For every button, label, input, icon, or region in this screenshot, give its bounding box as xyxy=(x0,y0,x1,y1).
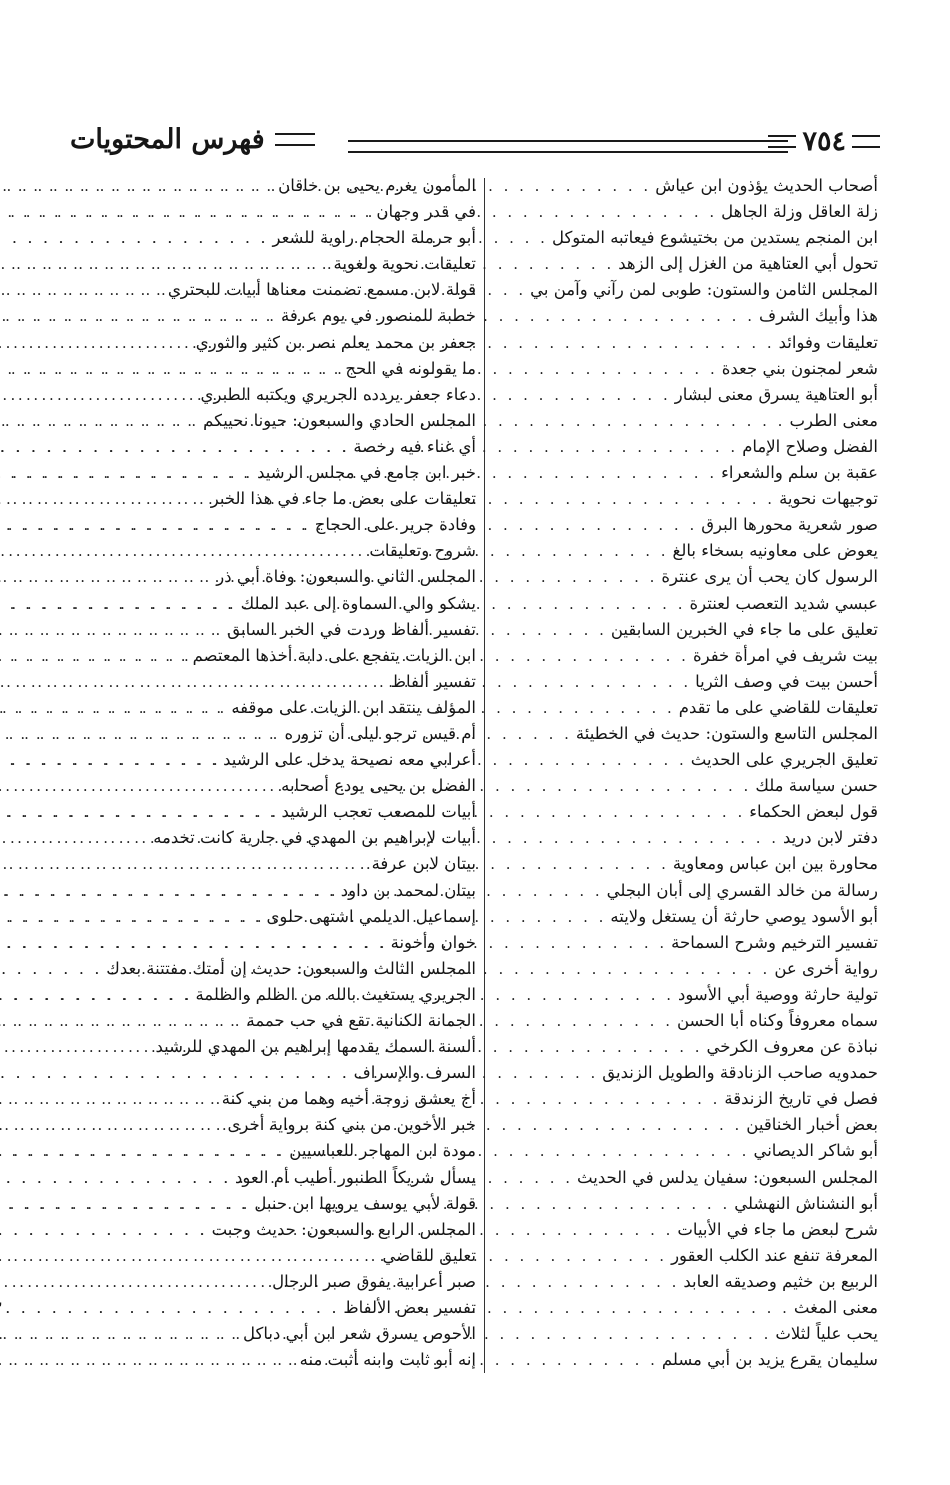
toc-entry-title: رسالة من خالد القسري إلى أبان البجلي xyxy=(606,880,878,900)
toc-entry-title: سماه معروفاً وكناه أبا الحسن xyxy=(676,1011,878,1030)
toc-entry xyxy=(96,851,476,877)
toc-entry-title: يسأل شريكاً الطنبور أطيب أم العود xyxy=(235,1167,476,1187)
toc-entry xyxy=(96,1191,476,1217)
toc-entry-title: خبر ابن جامع في مجلس الرشيد xyxy=(257,463,476,483)
toc-entry xyxy=(498,225,878,251)
toc-entry-title: ابن الزيات يتفجع على دابة أخذها المعتصم xyxy=(192,645,476,665)
toc-entry-title: تعليقات للقاضي على ما تقدم xyxy=(678,697,878,717)
dot-leader xyxy=(0,695,231,721)
toc-entry xyxy=(498,1138,878,1164)
toc-entry xyxy=(96,303,476,329)
toc-entry xyxy=(498,669,878,695)
dot-leader xyxy=(0,225,272,251)
toc-entry xyxy=(96,1217,476,1243)
toc-entry-title: أبو حرملة الحجام راوية للشعر xyxy=(272,228,476,248)
toc-entry-title: عبسي شديد التعصب لعنترة xyxy=(689,593,878,613)
toc-entry-title: المأمون يغرم يحيى بن خاقان xyxy=(278,176,476,195)
toc-entry-title: تعليقات وفوائد xyxy=(778,332,878,352)
toc-entry-title: إنه أبو ثابت وابنه أثبت منه xyxy=(299,1350,476,1370)
toc-entry xyxy=(96,617,476,643)
toc-entry xyxy=(498,643,878,669)
toc-entry-title: الفضل وصلاح الإمام xyxy=(742,436,878,456)
dot-leader xyxy=(0,1138,289,1164)
dot-leader xyxy=(0,408,203,434)
toc-entry-title: السرف والإسراف xyxy=(353,1063,476,1083)
toc-entry xyxy=(96,1165,476,1191)
toc-entry xyxy=(498,773,878,799)
toc-entry-title: شرح لبعض ما جاء في الأبيات xyxy=(677,1219,878,1239)
dot-leader xyxy=(0,851,372,877)
toc-entry-title: تفسير ألفاظ وردت في الخبر السابق xyxy=(227,619,476,639)
dot-leader xyxy=(0,982,195,1008)
toc-entry-title: أبو شاكر الديصاني xyxy=(753,1141,878,1161)
toc-entry-title: المجلس الثامن والستون: طوبى لمن رآني وآمن بي xyxy=(530,280,878,300)
toc-entry-title: أبو العتاهية يسرق معنى لبشار xyxy=(674,384,878,404)
toc-entry xyxy=(96,251,476,277)
toc-entry xyxy=(96,225,476,251)
toc-entry-title: حمدويه صاحب الزنادقة والطويل الزنديق xyxy=(602,1063,878,1083)
toc-entry-title: معنى المغث xyxy=(793,1298,878,1318)
toc-entry xyxy=(498,1008,878,1034)
page-header xyxy=(70,124,880,170)
dot-leader xyxy=(0,1112,227,1138)
toc-entry-title: محاورة بين ابن عباس ومعاوية xyxy=(672,854,878,874)
dot-leader xyxy=(0,434,353,460)
toc-column-left xyxy=(96,173,476,1373)
toc-entry xyxy=(96,434,476,460)
header-rule xyxy=(348,140,788,153)
toc-entry-title: تفسير الترخيم وشرح السماحة xyxy=(671,932,878,952)
toc-entry xyxy=(498,904,878,930)
toc-entry xyxy=(96,747,476,773)
toc-entry xyxy=(498,199,878,225)
toc-entry-title: تعليقات على بعض ما جاء في هذا الخبر xyxy=(210,489,476,509)
toc-entry xyxy=(96,538,476,564)
toc-entry xyxy=(96,930,476,956)
dot-leader xyxy=(0,617,227,643)
toc-entry-title: يشكو والي السماوة إلى عبد الملك xyxy=(240,593,476,613)
dot-leader xyxy=(0,460,257,486)
toc-entry-title: المجلس الثاني والسبعون: وفاة أبي ذر xyxy=(216,567,476,587)
toc-entry xyxy=(498,930,878,956)
toc-entry xyxy=(96,1295,476,1321)
toc-entry-title: معنى الطرب xyxy=(789,410,878,430)
toc-entry-title: الأحوص يسرق شعر ابن أبي دباكل xyxy=(243,1324,476,1344)
dot-leader xyxy=(0,564,216,590)
dot-leader xyxy=(0,904,267,930)
toc-entry-title: فصل في تاريخ الزندقة xyxy=(724,1089,878,1109)
dot-leader xyxy=(0,1165,235,1191)
dot-leader xyxy=(0,1243,382,1269)
toc-entry-title: يحب علياً لثلاث xyxy=(775,1324,878,1344)
toc-entry xyxy=(498,1269,878,1295)
dot-leader xyxy=(0,773,281,799)
toc-entry-title: أبيات للمصعب تعجب الرشيد xyxy=(281,802,476,822)
toc-entry xyxy=(96,982,476,1008)
toc-entry xyxy=(498,1112,878,1138)
toc-entry-title: المجلس الثالث والسبعون: حديث إن أمتك مفتتنة بعدك xyxy=(106,958,476,978)
toc-entry-title: تعليقات نحوية ولغوية xyxy=(333,254,476,274)
toc-entry xyxy=(96,173,476,199)
toc-entry xyxy=(498,825,878,851)
page-title: فهرس المحتويات xyxy=(70,124,265,155)
dot-leader xyxy=(0,303,281,329)
toc-entry xyxy=(96,486,476,512)
toc-entry-title: جعفر بن محمد يعلم نصر بن كثير والثوري xyxy=(195,332,476,352)
toc-entry xyxy=(498,617,878,643)
dot-leader xyxy=(0,356,345,382)
toc-entry xyxy=(96,1060,476,1086)
toc-entry-title: خوان وأخونة xyxy=(390,932,476,952)
toc-entry-title: بعض أخبار الخناقين xyxy=(746,1115,878,1135)
dot-leader xyxy=(0,930,391,956)
toc-entry-title: توجيهات نحوية xyxy=(779,489,878,509)
toc-entry xyxy=(96,878,476,904)
header-rule xyxy=(275,133,315,146)
toc-entry-title: أبيات لإبراهيم بن المهدي في جارية كانت تخدمه xyxy=(153,828,476,848)
dot-leader xyxy=(0,1191,254,1217)
toc-entry-title: تولية حارثة ووصية أبي الأسود xyxy=(678,984,878,1004)
page-number-text: ٧٥٤ xyxy=(802,126,846,157)
toc-entry xyxy=(498,721,878,747)
toc-entry-title: شعر لمجنون بني جعدة xyxy=(721,358,878,378)
toc-entry-title: المجلس الرابع والسبعون: حديث وجبت xyxy=(211,1219,476,1239)
toc-entry xyxy=(96,512,476,538)
toc-entry xyxy=(96,1243,476,1269)
toc-entry xyxy=(498,1165,878,1191)
toc-entry-title: المجلس السبعون: سفيان يدلس في الحديث xyxy=(577,1167,878,1187)
toc-entry xyxy=(96,643,476,669)
toc-entry xyxy=(498,747,878,773)
toc-entry-title: ابن المنجم يستدين من بختيشوع فيعاتبه المتوكل xyxy=(551,228,878,248)
toc-entry xyxy=(498,356,878,382)
toc-entry xyxy=(96,773,476,799)
toc-entry-title: أبو الأسود يوصي حارثة أن يستغل ولايته xyxy=(610,906,878,926)
toc-entry-title: دفتر لابن دريد xyxy=(783,828,878,848)
toc-entry-title: بيتان لابن عرفة xyxy=(371,854,476,874)
toc-entry-title: المجلس التاسع والستون: حديث في الخطيئة xyxy=(575,723,878,743)
toc-entry xyxy=(498,1191,878,1217)
toc-entry-title: تفسير ألفاظ xyxy=(390,671,476,691)
toc-entry xyxy=(498,460,878,486)
toc-entry xyxy=(96,330,476,356)
toc-entry xyxy=(498,1295,878,1321)
toc-entry-title: الفضل بن يحيى يودع أصحابه xyxy=(281,776,476,796)
toc-entry xyxy=(498,486,878,512)
toc-entry xyxy=(96,1269,476,1295)
toc-entry-title: تعليق الجريري على الحديث xyxy=(690,750,878,770)
dot-leader xyxy=(0,330,196,356)
dot-leader xyxy=(0,799,281,825)
dot-leader xyxy=(0,512,315,538)
toc-entry-title: نباذة عن معروف الكرخي xyxy=(706,1037,878,1057)
toc-entry-title: بيت شريف في امرأة خفرة xyxy=(692,645,878,665)
toc-entry-title: الجريري يستغيث بالله من الظلم والظلمة xyxy=(195,984,476,1004)
toc-entry xyxy=(96,904,476,930)
dot-leader xyxy=(0,591,241,617)
toc-entry-title: تحول أبي العتاهية من الغزل إلى الزهد xyxy=(618,254,878,274)
dot-leader xyxy=(0,1295,343,1321)
toc-entry xyxy=(498,1060,878,1086)
toc-entry xyxy=(96,1138,476,1164)
toc-entry-title: بيتان لمحمد بن داود xyxy=(340,880,476,900)
toc-entry-title: الرسول كان يحب أن يرى عنترة xyxy=(661,567,878,587)
toc-entry xyxy=(96,956,476,982)
toc-entry xyxy=(96,564,476,590)
toc-entry xyxy=(96,695,476,721)
toc-entry-title: أعرابي معه نصيحة يدخل على الرشيد xyxy=(223,750,476,770)
dot-leader xyxy=(0,382,201,408)
toc-entry-title: أخ يعشق زوجة أخيه وهما من بني كنة xyxy=(221,1089,476,1109)
toc-entry xyxy=(498,512,878,538)
dot-leader xyxy=(0,1008,246,1034)
toc-entry xyxy=(498,408,878,434)
toc-entry-title: في قدر وجهان xyxy=(376,202,476,222)
toc-entry xyxy=(96,277,476,303)
toc-entry xyxy=(498,799,878,825)
toc-entry xyxy=(96,1347,476,1373)
toc-entry-title: خطبة للمنصور في يوم عرفة xyxy=(280,306,476,326)
header-title-group xyxy=(70,124,315,155)
dot-leader xyxy=(0,956,106,982)
toc-entry xyxy=(96,460,476,486)
dot-leader xyxy=(0,669,391,695)
toc-entry xyxy=(96,825,476,851)
toc-entry-title: أبو النشناش النهشلي xyxy=(734,1193,878,1213)
toc-entry-title: أي غناء فيه رخصة xyxy=(353,436,476,456)
toc-entry xyxy=(498,277,878,303)
toc-entry xyxy=(96,1086,476,1112)
dot-leader xyxy=(0,747,223,773)
toc-entry xyxy=(498,1347,878,1373)
toc-entry xyxy=(96,199,476,225)
toc-entry xyxy=(498,1086,878,1112)
dot-leader xyxy=(0,277,168,303)
toc-entry-title: تعليق على ما جاء في الخبرين السابقين xyxy=(610,619,878,639)
toc-entry xyxy=(498,851,878,877)
toc-entry-title: سليمان يقرع يزيد بن أبي مسلم xyxy=(661,1350,878,1370)
toc-entry-title: المؤلف ينتقد ابن الزيات على موقفه xyxy=(231,697,476,717)
toc-entry-title: الجمانة الكنانية تقع في حب حممة xyxy=(246,1011,476,1030)
toc-entry xyxy=(96,1034,476,1060)
toc-entry-title: عقبة بن سلم والشعراء xyxy=(721,463,878,483)
toc-entry-title: قول لبعض الحكماء xyxy=(749,802,878,822)
dot-leader xyxy=(0,251,333,277)
toc-entry-title: شروح وتعليقات xyxy=(369,541,476,561)
toc-entry xyxy=(96,721,476,747)
dot-leader xyxy=(0,878,341,904)
toc-entry xyxy=(498,251,878,277)
dot-leader xyxy=(0,1034,155,1060)
dot-leader xyxy=(0,1060,354,1086)
toc-entry xyxy=(96,1008,476,1034)
toc-entry xyxy=(498,173,878,199)
toc-entry-title: أحسن بيت في وصف الثريا xyxy=(695,671,878,691)
toc-entry-title: صور شعرية محورها البرق xyxy=(701,515,878,535)
toc-entry xyxy=(96,669,476,695)
toc-entry-title: إسماعيل الديلمي اشتهى حلوى xyxy=(266,906,476,926)
toc-entry xyxy=(498,330,878,356)
toc-entry-title: رواية أخرى عن xyxy=(774,958,878,978)
toc-entry xyxy=(498,1243,878,1269)
toc-entry xyxy=(498,878,878,904)
dot-leader xyxy=(0,643,193,669)
toc-entry xyxy=(498,1034,878,1060)
dot-leader xyxy=(0,1217,212,1243)
toc-entry xyxy=(96,799,476,825)
toc-entry xyxy=(498,956,878,982)
dot-leader xyxy=(0,825,153,851)
toc-column-right xyxy=(498,173,878,1373)
toc-entry xyxy=(498,1321,878,1347)
toc-entry-title: صبر أعرابية يفوق صبر الرجال xyxy=(272,1271,476,1291)
dot-leader xyxy=(0,721,284,747)
toc-entry xyxy=(498,538,878,564)
toc-entry-title: المعرفة تنفع عند الكلب العقور xyxy=(671,1245,878,1265)
dot-leader xyxy=(0,486,211,512)
dot-leader xyxy=(0,1086,222,1112)
toc-entry xyxy=(96,382,476,408)
toc-entry xyxy=(96,356,476,382)
toc-entry xyxy=(498,695,878,721)
toc-entry xyxy=(96,1112,476,1138)
toc-entry xyxy=(96,1321,476,1347)
toc-entry-title: أم قيس ترجو ليلى أن تزوره xyxy=(284,723,476,743)
toc-entry-title: ألسنة السمك يقدمها إبراهيم بن المهدي للرشيد xyxy=(155,1037,476,1057)
toc-entry-title: قولة لأبي يوسف يرويها ابن حنبل xyxy=(254,1193,476,1213)
toc-entry xyxy=(96,591,476,617)
toc-entry-title: تفسير بعض الألفاظ xyxy=(343,1298,476,1318)
dot-leader xyxy=(0,199,376,225)
toc-entry-title: المجلس الحادي والسبعون: حيونا نحييكم xyxy=(203,410,476,430)
toc-entry-title: يعوض على معاونيه بسخاء بالغ xyxy=(672,541,878,561)
dot-leader xyxy=(0,1321,243,1347)
toc-entry xyxy=(498,591,878,617)
toc-entry-title: وفادة جرير على الحجاج xyxy=(314,515,476,535)
toc-entry-title: خبر الأخوين من بني كنة برواية أخرى xyxy=(227,1115,476,1135)
toc-entry-title: هذا وأبيك الشرف xyxy=(758,306,878,326)
dot-leader xyxy=(0,173,278,199)
toc-entry xyxy=(498,382,878,408)
toc-entry-title: دعاء جعفر يردده الجريري ويكتبه الطبري xyxy=(200,384,476,404)
toc-entry-title: قولة لابن مسمع تضمنت معناها أبيات للبحتري xyxy=(167,280,476,300)
toc-entry-title: تعليق للقاضي xyxy=(382,1245,476,1265)
toc-entry xyxy=(498,303,878,329)
toc-entry xyxy=(96,408,476,434)
toc-entry-title: أصحاب الحديث يؤذون ابن عياش xyxy=(655,176,878,195)
toc-entry-title: ما يقولونه في الحج xyxy=(345,358,476,378)
dot-leader xyxy=(0,1269,272,1295)
toc-entry xyxy=(498,564,878,590)
toc-entry-title: الربيع بن خثيم وصديقه العابد xyxy=(683,1271,878,1291)
dot-leader xyxy=(0,538,369,564)
toc-entry-title: مودة ابن المهاجر للعباسيين xyxy=(289,1141,476,1161)
toc-entry-title: زلة العاقل وزلة الجاهل xyxy=(721,202,878,222)
header-rule-marker xyxy=(852,135,880,148)
toc-entry xyxy=(498,1217,878,1243)
toc-entry xyxy=(498,434,878,460)
toc-entry xyxy=(498,982,878,1008)
toc-entry-title: حسن سياسة ملك xyxy=(755,776,878,796)
dot-leader xyxy=(0,1347,300,1373)
